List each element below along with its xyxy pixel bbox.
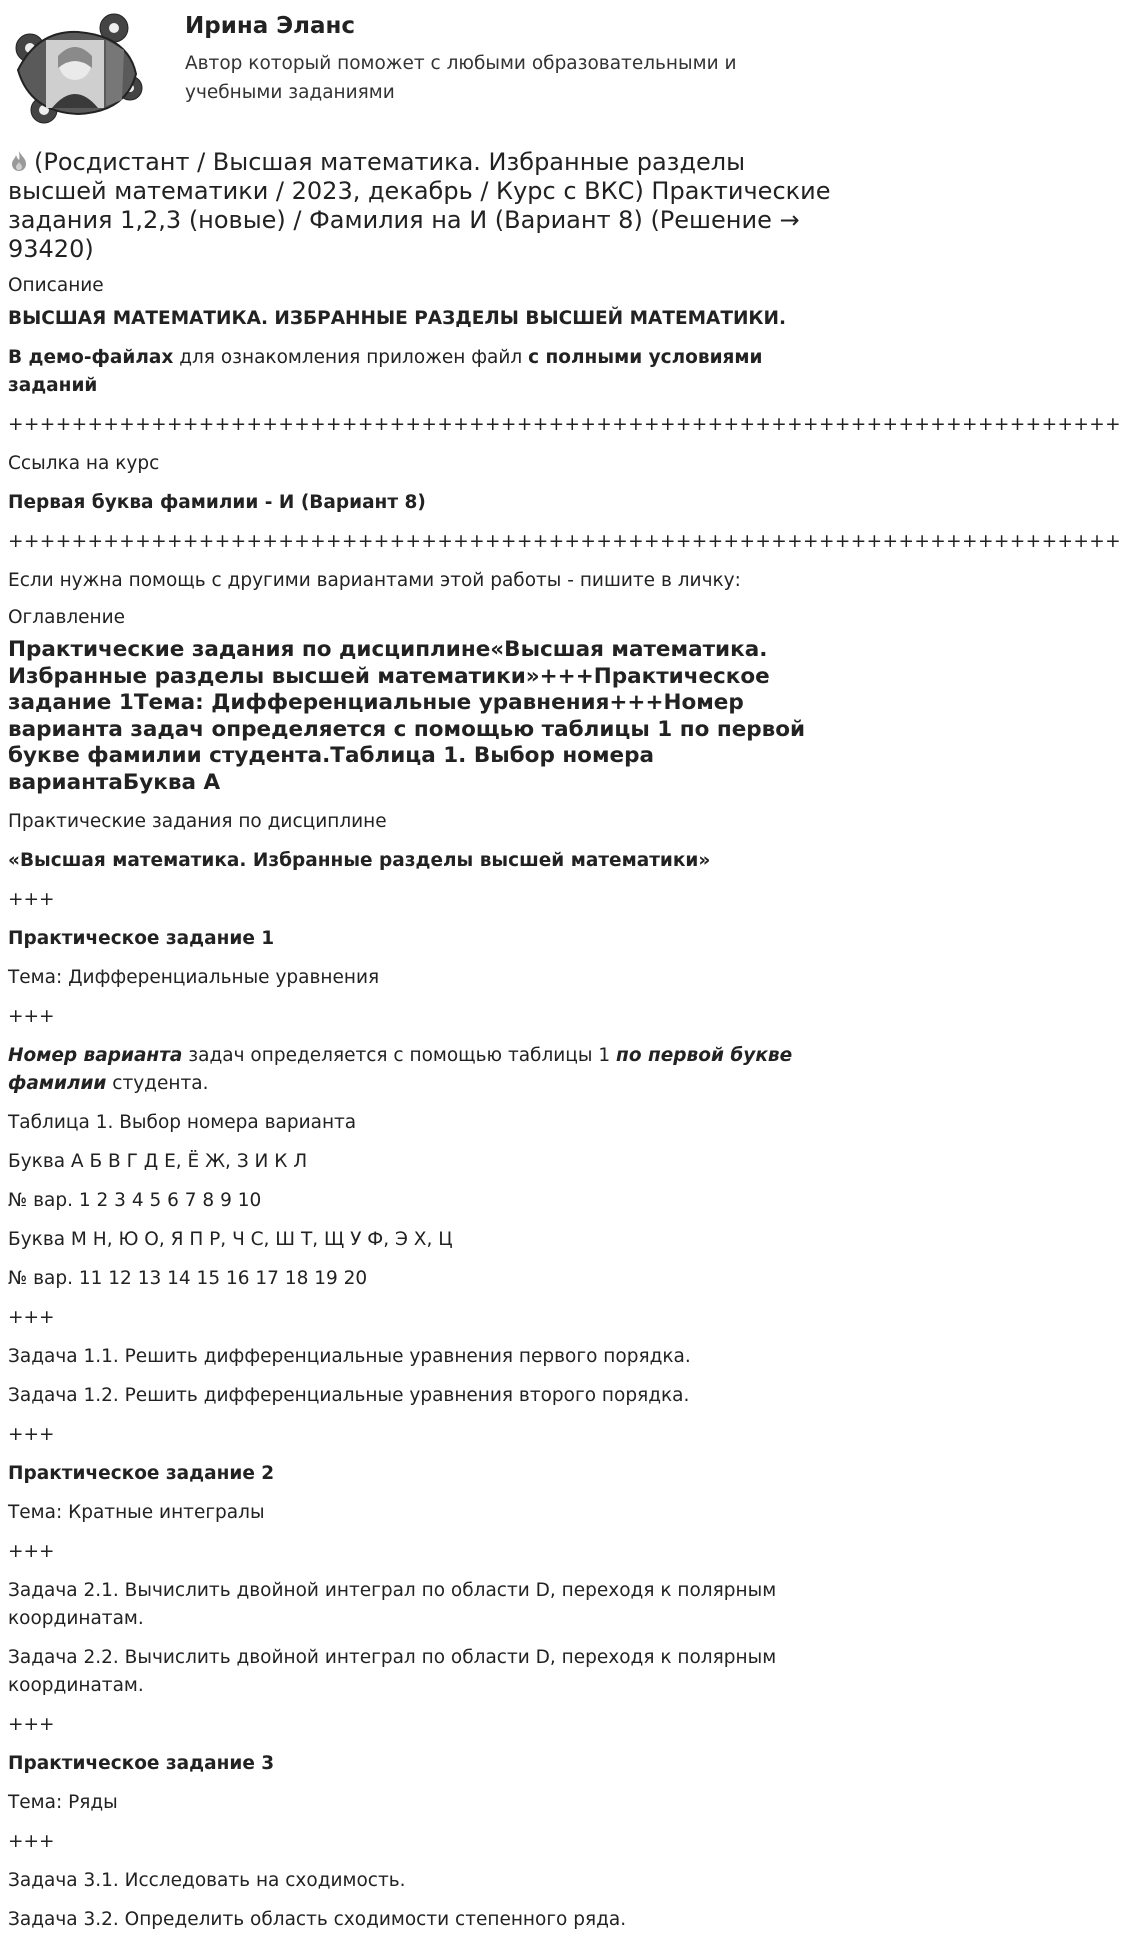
toc-label: Оглавление <box>8 607 126 628</box>
variant-note: Номер варианта задач определяется с помощью таблицы 1 по первой букве фамилии студента. <box>8 1045 793 1094</box>
author-avatar-logo <box>8 10 148 126</box>
task1-topic: Тема: Дифференциальные уравнения <box>8 967 380 988</box>
fire-icon <box>8 150 30 172</box>
page-title-text: (Росдистант / Высшая математика. Избранные разделы высшей математики / 2023, декабрь / Курс с ВКС) Практические задания 1,2,3 (новые) / Фамилия на И (Вариант 8) (Решение → 93420) <box>8 148 831 263</box>
description-heading: ВЫСШАЯ МАТЕМАТИКА. ИЗБРАННЫЕ РАЗДЕЛЫ ВЫСШЕЙ МАТЕМАТИКИ. <box>8 308 787 329</box>
main-content <box>8 148 1121 1945</box>
task2-title: Практическое задание 2 <box>8 1463 275 1484</box>
task1-title: Практическое задание 1 <box>8 928 275 949</box>
task2-topic: Тема: Кратные интегралы <box>8 1502 265 1523</box>
sep-2: +++ <box>8 1006 55 1027</box>
course-link[interactable]: Ссылка на курс <box>8 453 160 474</box>
task-2-1: Задача 2.1. Вычислить двойной интеграл по области D, переходя к полярным координатам. <box>8 1580 777 1629</box>
toc-discipline: «Высшая математика. Избранные разделы высшей математики» <box>8 850 711 871</box>
description-label: Описание <box>8 275 104 296</box>
sep-1: +++ <box>8 889 55 910</box>
sep-3: +++ <box>8 1307 55 1328</box>
separator-line-2: ++++++++++++++++++++++++++++++++++++++++++++++++++++++++++++++++++++++ <box>8 531 1121 552</box>
table-row-1: Буква А Б В Г Д Е, Ё Ж, З И К Л <box>8 1151 308 1172</box>
author-header <box>0 0 847 140</box>
task3-title: Практическое задание 3 <box>8 1753 275 1774</box>
table-row-4: № вар. 11 12 13 14 15 16 17 18 19 20 <box>8 1268 368 1289</box>
page-title <box>8 148 843 264</box>
sep-7: +++ <box>8 1831 55 1852</box>
author-name[interactable]: Ирина Эланс <box>185 13 356 39</box>
letter-variant: Первая буква фамилии - И (Вариант 8) <box>8 492 426 513</box>
task3-topic: Тема: Ряды <box>8 1792 118 1813</box>
toc-summary: Практические задания по дисциплине«Высшая математика. Избранные разделы высшей математики»+++Практическое задание 1Тема: Дифференциальные уравнения+++Номер варианта задач определяется с помощью таблицы 1 по первой букве фамилии студента.Таблица 1. Выбор номера вариантаБуква А <box>8 637 806 795</box>
author-description: Автор который поможет с любыми образовательными и учебными заданиями <box>185 53 737 103</box>
demo-files-note: В демо-файлах для ознакомления приложен файл с полными условиями заданий <box>8 347 763 396</box>
task-1-1: Задача 1.1. Решить дифференциальные уравнения первого порядка. <box>8 1346 691 1367</box>
sep-4: +++ <box>8 1424 55 1445</box>
table-title: Таблица 1. Выбор номера варианта <box>8 1112 357 1133</box>
task-3-2: Задача 3.2. Определить область сходимости степенного ряда. <box>8 1909 627 1930</box>
task-3-1: Задача 3.1. Исследовать на сходимость. <box>8 1870 406 1891</box>
help-text: Если нужна помощь с другими вариантами этой работы - пишите в личку: <box>8 570 741 591</box>
toc-intro: Практические задания по дисциплине <box>8 811 387 832</box>
separator-line: ++++++++++++++++++++++++++++++++++++++++++++++++++++++++++++++++++++++ <box>8 414 1121 435</box>
table-row-2: № вар. 1 2 3 4 5 6 7 8 9 10 <box>8 1190 262 1211</box>
table-row-3: Буква М Н, Ю О, Я П Р, Ч С, Ш Т, Щ У Ф, Э Х, Ц <box>8 1229 453 1250</box>
sep-5: +++ <box>8 1541 55 1562</box>
task-2-2: Задача 2.2. Вычислить двойной интеграл по области D, переходя к полярным координатам. <box>8 1647 777 1696</box>
task-1-2: Задача 1.2. Решить дифференциальные уравнения второго порядка. <box>8 1385 690 1406</box>
sep-6: +++ <box>8 1714 55 1735</box>
